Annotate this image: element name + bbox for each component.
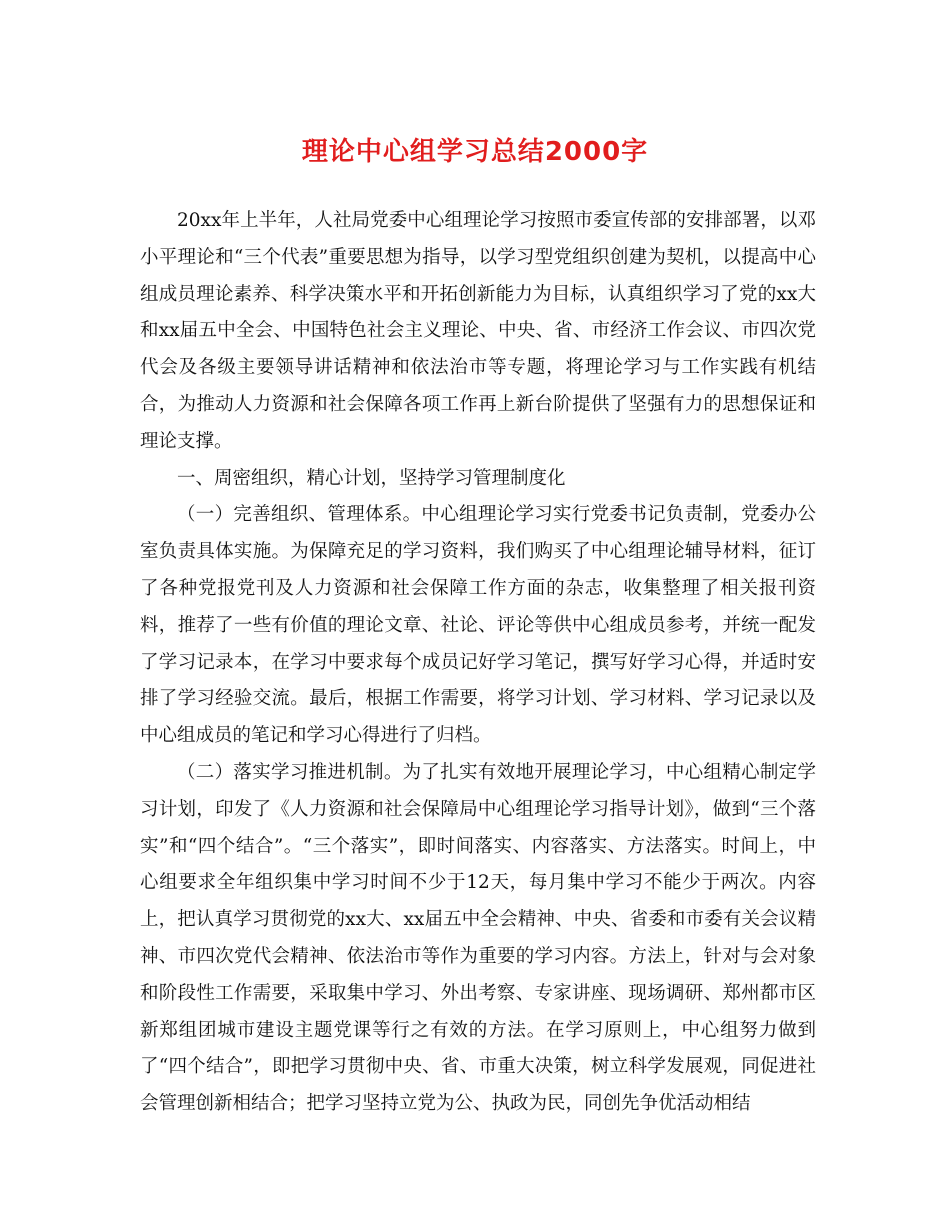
paragraph-mechanism: （二）落实学习推进机制。为了扎实有效地开展理论学习，中心组精心制定学习计划，印发了《人力资源和社会保障局中心组理论学习指导计划》，做到“三个落实”和“四个结合”。“三个落实”，即时间落实、内容落实、方法落实。时间上，中心组要求全年组织集中学习时间不少于12天，每月集中学习不能少于两次。内容上，把认真学习贯彻党的xx大、xx届五中全会精神、中央、省委和市委有关会议精神、市四次党代会精神、依法治市等作为重要的学习内容。方法上，针对与会对象和阶段性工作需要，采取集中学习、外出考察、专家讲座、现场调研、郑州都市区新郑组团城市建设主题党课等行之有效的方法。在学习原则上，中心组努力做到了“四个结合”，即把学习贯彻中央、省、市重大决策，树立科学发展观，同促进社会管理创新相结合；把学习坚持立党为公、执政为民，同创先争优活动相结 xyxy=(140,761,816,1115)
document-body xyxy=(140,203,816,1123)
section-heading-1: 一、周密组织，精心计划，坚持学习管理制度化 xyxy=(177,467,566,489)
document-title: 理论中心组学习总结2000字 xyxy=(301,137,649,167)
paragraph-organization: （一）完善组织、管理体系。中心组理论学习实行党委书记负责制，党委办公室负责具体实施。为保障充足的学习资料，我们购买了中心组理论辅导材料，征订了各种党报党刊及人力资源和社会保障工作方面的杂志，收集整理了相关报刊资料，推荐了一些有价值的理论文章、社论、评论等供中心组成员参考，并统一配发了学习记录本，在学习中要求每个成员记好学习笔记，撰写好学习心得，并适时安排了学习经验交流。最后，根据工作需要，将学习计划、学习材料、学习记录以及中心组成员的笔记和学习心得进行了归档。 xyxy=(140,504,816,747)
paragraph-intro: 20xx年上半年，人社局党委中心组理论学习按照市委宣传部的安排部署，以邓小平理论和“三个代表”重要思想为指导，以学习型党组织创建为契机，以提高中心组成员理论素养、科学决策水平和开拓创新能力为目标，认真组织学习了党的xx大和xx届五中全会、中国特色社会主义理论、中央、省、市经济工作会议、市四次党代会及各级主要领导讲话精神和依法治市等专题，将理论学习与工作实践有机结合，为推动人力资源和社会保障各项工作再上新台阶提供了坚强有力的思想保证和理论支撑。 xyxy=(140,210,816,452)
